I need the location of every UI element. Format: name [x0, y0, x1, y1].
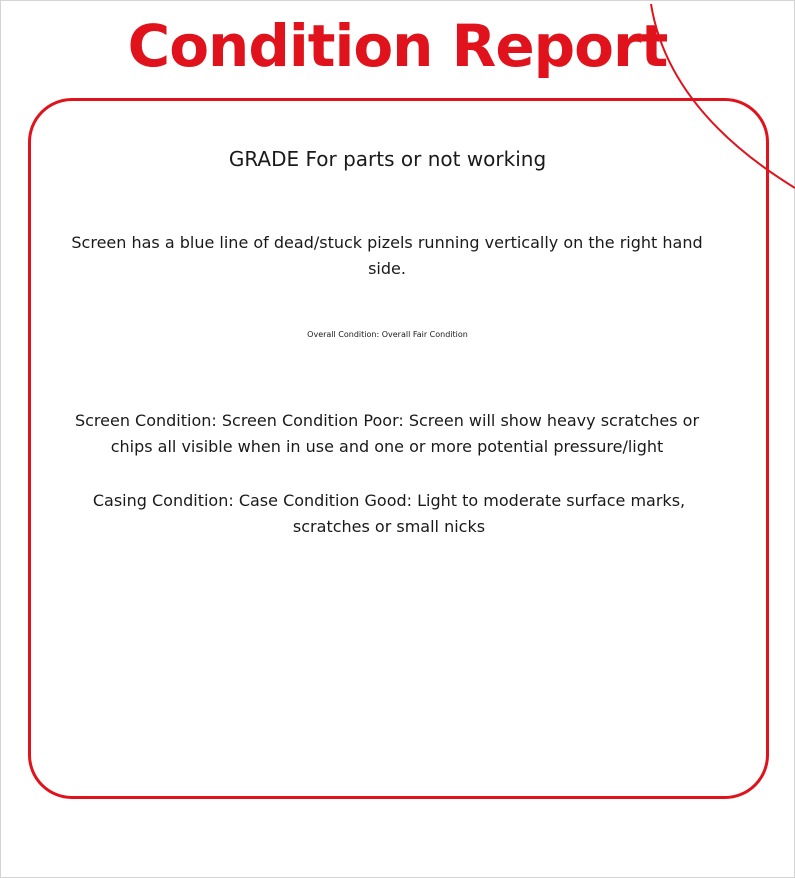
screen-condition-text: Screen Condition: Screen Condition Poor: Screen will show heavy scratches or chips all visible when in use and one or more potential pressure/light: [74, 411, 700, 456]
overall-condition-text: Overall Condition: Overall Fair Condition: [307, 330, 468, 339]
casing-condition-text: Casing Condition: Case Condition Good: Light to moderate surface marks, scratches or small nicks: [92, 491, 686, 536]
page-title: Condition Report: [127, 12, 668, 80]
grade-text: GRADE For parts or not working: [228, 147, 547, 171]
description-text: Screen has a blue line of dead/stuck pizels running vertically on the right hand side.: [71, 233, 703, 278]
